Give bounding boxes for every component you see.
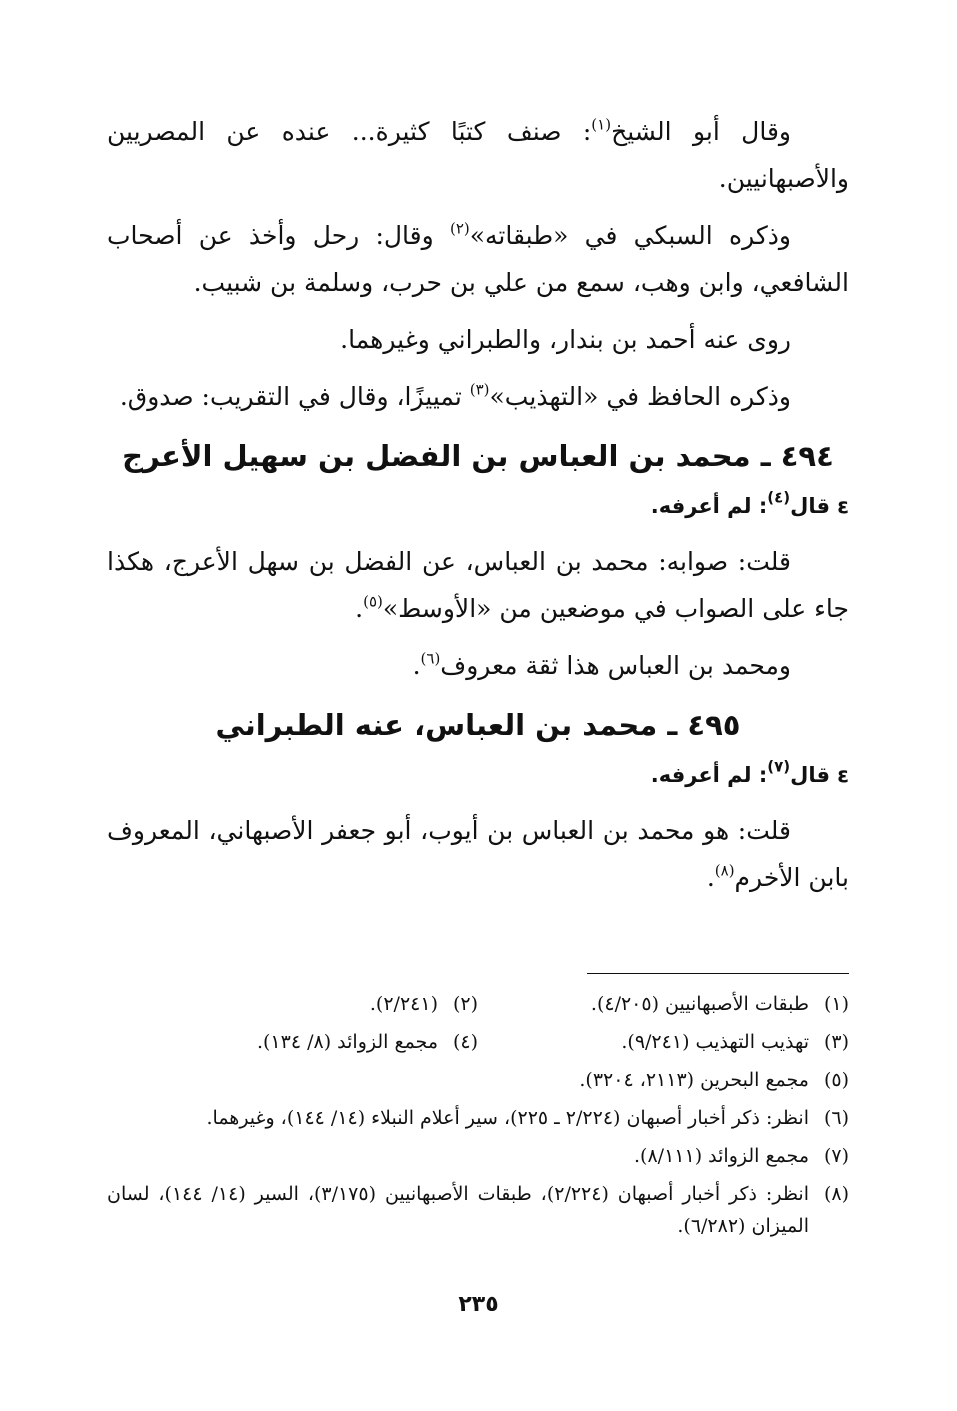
- paragraph-text: وذكره السبكي في «طبقاته»: [469, 221, 791, 250]
- footnote-7: [107, 1140, 849, 1172]
- paragraph-text: وقال: رحل وأخذ عن أصحاب الشافعي، وابن وهب، سمع من علي بن حرب، وسلمة بن شبيب.: [107, 221, 849, 297]
- footnote-3: [478, 1026, 849, 1058]
- footnote-number: (٤): [452, 1031, 478, 1053]
- footnotes: [107, 988, 849, 1248]
- paragraph-text: .: [355, 594, 364, 623]
- footnote-5: [107, 1064, 849, 1096]
- footnote-6: [107, 1102, 849, 1134]
- footnote-number: (٨): [823, 1183, 849, 1205]
- footnote-4: [107, 1026, 478, 1058]
- footnote-text: انظر: ذكر أخبار أصبهان (٢/٢٢٤ ـ ٢٢٥)، سير أعلام النبلاء (١٤/ ١٤٤)، وغيرهما.: [206, 1107, 809, 1129]
- page-number: ٢٣٥: [458, 1292, 499, 1317]
- qal-text: : لم أعرفه.: [650, 763, 768, 787]
- footnote-8: [107, 1178, 849, 1242]
- qal-mark: ε: [837, 763, 849, 787]
- main-text: [107, 108, 849, 911]
- footnote-text: مجمع البحرين (٢١١٣، ٣٢٠٤).: [579, 1069, 809, 1091]
- paragraph-text: وذكره الحافظ في «التهذيب»: [489, 382, 791, 411]
- footnote-number: (١): [823, 993, 849, 1015]
- paragraph-abu-al-shaykh: [107, 108, 849, 202]
- footnote-separator: [587, 973, 849, 974]
- paragraph-text: .: [412, 651, 421, 680]
- footnote-text: مجمع الزوائد (٨/ ١٣٤).: [256, 1031, 438, 1053]
- footnote-number: (٥): [823, 1069, 849, 1091]
- footnote-ref: (٨): [714, 861, 735, 880]
- paragraph-text: .: [706, 863, 715, 892]
- footnote-number: (٢): [452, 993, 478, 1015]
- footnote-number: (٧): [823, 1145, 849, 1167]
- footnote-number: (٣): [823, 1031, 849, 1053]
- footnote-row: [107, 988, 849, 1020]
- footnote-text: (٢/٢٤١).: [369, 993, 438, 1015]
- footnote-text: مجمع الزوائد (٨/١١١).: [634, 1145, 809, 1167]
- paragraph-text: وقال أبو الشيخ: [611, 117, 791, 146]
- paragraph-trustworthy: [107, 642, 849, 689]
- paragraph-text: ومحمد بن العباس هذا ثقة معروف: [440, 651, 791, 680]
- paragraph-text: : صنف كتبًا كثيرة... عنده عن المصريين والأصبهانيين.: [107, 117, 849, 193]
- qal-line-495: [107, 755, 849, 795]
- paragraph-text: قلت: صوابه: محمد بن العباس، عن الفضل بن سهل الأعرج، هكذا جاء على الصواب في موضعين من «الأوسط»: [107, 547, 849, 623]
- footnote-ref: (١): [591, 115, 612, 134]
- entry-heading-494: ٤٩٤ ـ محمد بن العباس بن الفضل بن سهيل الأعرج: [122, 439, 834, 473]
- qal-label: قال: [790, 763, 838, 787]
- footnote-text: تهذيب التهذيب (٩/٢٤١).: [621, 1031, 809, 1053]
- qal-mark: ε: [837, 494, 849, 518]
- footnote-row: [107, 1026, 849, 1058]
- footnote-2: [107, 988, 478, 1020]
- paragraph-identification-495: [107, 807, 849, 901]
- footnote-ref: (٢): [449, 219, 470, 238]
- paragraph-narrators: [107, 316, 849, 363]
- footnote-text: طبقات الأصبهانيين (٤/٢٠٥).: [590, 993, 809, 1015]
- footnote-ref: (٤): [767, 488, 791, 507]
- paragraph-text: تمييزًا، وقال في التقريب: صدوق.: [119, 382, 470, 411]
- footnote-ref: (٦): [420, 649, 441, 668]
- footnote-1: [478, 988, 849, 1020]
- paragraph-text: قلت: هو محمد بن العباس بن أيوب، أبو جعفر الأصبهاني، المعروف بابن الأخرم: [107, 816, 849, 892]
- paragraph-subki: [107, 212, 849, 306]
- footnote-ref: (٣): [469, 380, 490, 399]
- paragraph-text: روى عنه أحمد بن بندار، والطبراني وغيرهما.: [340, 325, 791, 354]
- qal-line-494: [107, 486, 849, 526]
- entry-heading-495: ٤٩٥ ـ محمد بن العباس، عنه الطبراني: [215, 708, 741, 742]
- paragraph-correction-494: [107, 538, 849, 632]
- footnote-number: (٦): [823, 1107, 849, 1129]
- footnote-text: انظر: ذكر أخبار أصبهان (٢/٢٢٤)، طبقات الأصبهانيين (٣/١٧٥)، السير (١٤/ ١٤٤)، لسان الميزان (٦/٢٨٢).: [107, 1183, 809, 1237]
- footnote-ref: (٧): [767, 757, 791, 776]
- qal-label: قال: [790, 494, 838, 518]
- paragraph-hafiz: [107, 373, 849, 420]
- qal-text: : لم أعرفه.: [650, 494, 768, 518]
- footnote-ref: (٥): [363, 592, 383, 611]
